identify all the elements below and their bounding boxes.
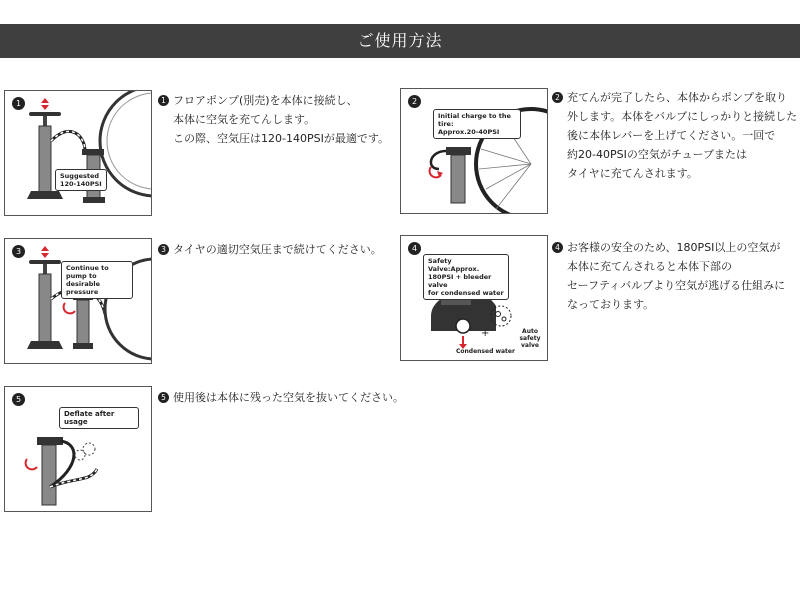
step-1-bullet: 1	[158, 95, 169, 106]
step-4-description	[552, 238, 785, 314]
step-4-callout-line: Safety Valve:Approx.	[428, 257, 480, 273]
auto-safety-valve-label-line: Auto safety	[519, 328, 541, 342]
step-1-illustration	[4, 90, 152, 216]
step-5-callout	[59, 407, 139, 429]
pump-on-tire-valve-illustration	[401, 89, 548, 214]
step-2-line: 約20-40PSIの空気がチューブまたは	[567, 148, 747, 161]
step-2-illustration	[400, 88, 548, 214]
deflate-pump-illustration	[5, 387, 152, 512]
step-4-callout-line: 180PSI + bleeder valve	[428, 273, 492, 289]
step-3-illustration	[4, 238, 152, 364]
continue-pumping-illustration	[5, 239, 152, 364]
floor-pump-connected-illustration	[5, 91, 152, 216]
step-3-callout-line: Continue to pump to	[66, 264, 109, 280]
auto-safety-valve-label	[513, 328, 547, 349]
step-5-illustration	[4, 386, 152, 512]
step-4-number-badge: 4	[408, 242, 421, 255]
step-2-callout	[433, 109, 521, 139]
step-3-line: タイヤの適切空気圧まで続けてください。	[173, 243, 382, 256]
step-1-description	[158, 91, 389, 148]
step-2-line: 充てんが完了したら、本体からポンプを取り	[567, 91, 787, 104]
step-1-callout	[55, 169, 107, 191]
step-1-line: この際、空気圧は120-140PSIが最適です。	[173, 132, 389, 145]
step-5-description	[158, 388, 404, 407]
step-5-bullet: 5	[158, 392, 169, 403]
auto-safety-valve-label-line: valve	[521, 342, 539, 349]
step-4-line: 本体に充てんされると本体下部の	[567, 260, 732, 273]
step-1-callout-line: Suggested	[60, 172, 100, 180]
step-4-callout	[423, 254, 509, 300]
step-3-number-badge: 3	[12, 245, 25, 258]
step-2-line: 外します。本体をバルブにしっかりと接続した	[567, 110, 798, 123]
step-1-line: 本体に空気を充てんします。	[173, 113, 316, 126]
step-5-line: 使用後は本体に残った空気を抜いてください。	[173, 391, 404, 404]
step-2-callout-line: Initial charge to the tire:	[438, 112, 511, 128]
step-3-description	[158, 240, 382, 259]
step-2-line: 後に本体レバーを上げてください。一回で	[567, 129, 776, 142]
step-1-number-badge: 1	[12, 97, 25, 110]
step-3-bullet: 3	[158, 244, 169, 255]
step-4-illustration	[400, 235, 548, 361]
condensed-water-label: Condensed water	[456, 348, 515, 355]
step-3-callout	[61, 261, 133, 299]
step-4-callout-line: for condensed water	[428, 289, 504, 297]
step-4-line: なっております。	[567, 298, 655, 311]
step-5-callout-line: Deflate after usage	[64, 410, 115, 426]
svg-text:+: +	[481, 328, 490, 339]
step-1-callout-line: 120-140PSI	[60, 180, 102, 188]
step-2-bullet: 2	[552, 92, 563, 103]
step-5-number-badge: 5	[12, 393, 25, 406]
step-1-line: フロアポンプ(別売)を本体に接続し、	[173, 94, 358, 107]
step-2-description	[552, 88, 797, 183]
step-2-line: タイヤに充てんされます。	[567, 167, 698, 180]
section-title: ご使用方法	[357, 31, 443, 50]
section-title-bar	[0, 24, 800, 58]
step-4-bullet: 4	[552, 242, 563, 253]
step-2-callout-line: Approx.20-40PSI	[438, 128, 500, 136]
step-3-callout-line: desirable pressure	[66, 280, 101, 296]
step-4-line: お客様の安全のため、180PSI以上の空気が	[567, 241, 781, 254]
step-2-number-badge: 2	[408, 95, 421, 108]
step-4-line: セーフティバルブより空気が逃げる仕組みに	[567, 279, 786, 292]
